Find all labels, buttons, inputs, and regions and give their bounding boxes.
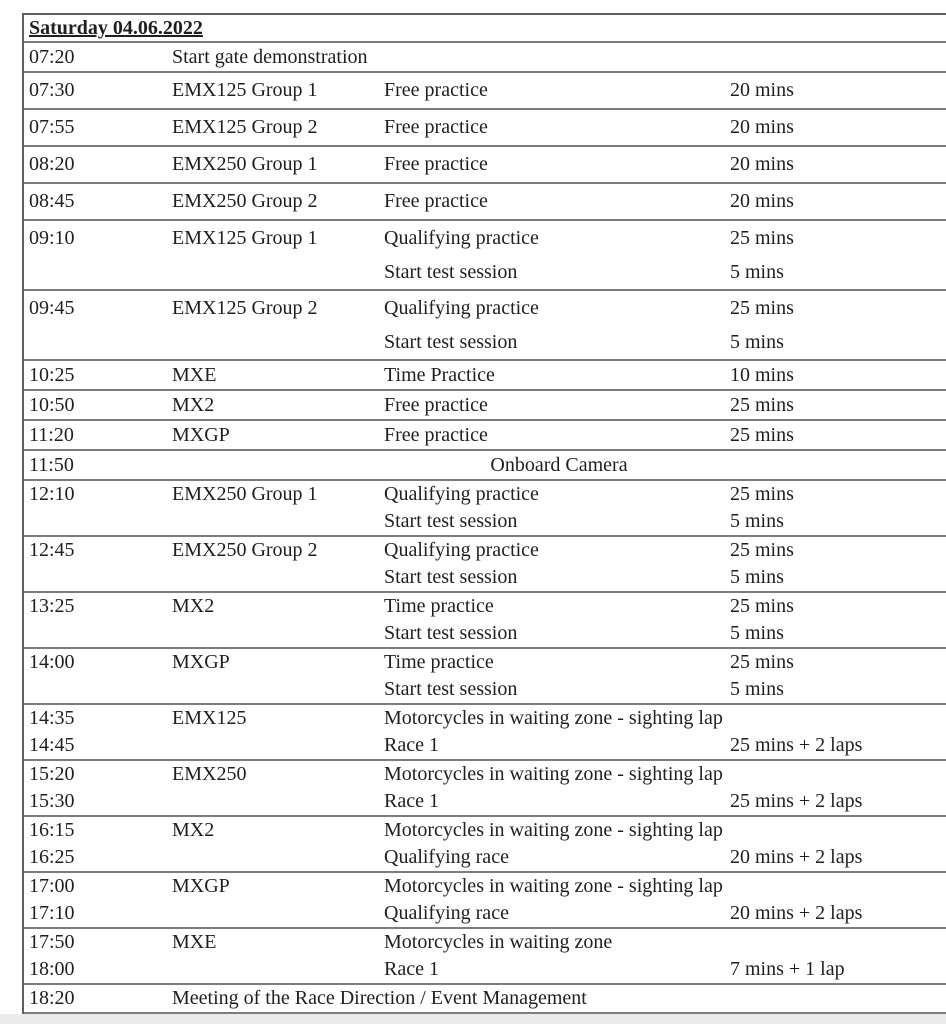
class-value: MX2: [172, 819, 215, 841]
session-lines: [384, 291, 946, 359]
session-line: [384, 537, 946, 564]
time-value: 15:20: [29, 763, 75, 785]
event-text: Meeting of the Race Direction / Event Management: [172, 987, 587, 1009]
schedule-row: [24, 929, 946, 985]
time-cell: [24, 481, 172, 535]
event-value: Start test session: [384, 510, 518, 532]
session-line: [384, 255, 946, 289]
event-value: Motorcycles in waiting zone - sighting lap: [384, 875, 723, 897]
time-value: 17:10: [29, 902, 75, 924]
session-line: [384, 391, 946, 419]
event-value: Free practice: [384, 79, 488, 101]
class-cell: [172, 361, 384, 389]
duration-value: 20 mins: [730, 79, 794, 101]
schedule-row: [24, 481, 946, 537]
event-value: Free practice: [384, 394, 488, 416]
time-cell: [24, 391, 172, 419]
duration-value: 10 mins: [730, 364, 794, 386]
class-value: EMX125 Group 1: [172, 79, 318, 101]
time-cell: [24, 73, 172, 108]
duration-value: 5 mins: [730, 510, 784, 532]
class-value: MX2: [172, 595, 215, 617]
event-value: Start test session: [384, 566, 518, 588]
schedule-row: [24, 817, 946, 873]
session-line: [384, 110, 946, 145]
session-line: [384, 593, 946, 620]
time-cell: [24, 537, 172, 591]
duration-value: 25 mins: [730, 651, 794, 673]
time-value: 13:25: [29, 595, 75, 617]
session-line: [384, 361, 946, 389]
class-cell: [172, 391, 384, 419]
duration-value: 20 mins: [730, 153, 794, 175]
class-cell: [172, 705, 384, 759]
time-value: 07:30: [29, 79, 75, 101]
event-value: Motorcycles in waiting zone - sighting lap: [384, 707, 723, 729]
time-value: 14:00: [29, 651, 75, 673]
session-line: [384, 873, 946, 900]
time-value: 12:45: [29, 539, 75, 561]
event-value: Free practice: [384, 153, 488, 175]
schedule-title-row: [24, 15, 946, 43]
session-line: [384, 481, 946, 508]
time-value: 09:10: [29, 227, 75, 249]
schedule-row: [24, 421, 946, 451]
session-line: [384, 900, 946, 927]
class-cell: [172, 873, 384, 927]
time-value: 12:10: [29, 483, 75, 505]
session-line: [384, 929, 946, 956]
duration-value: 25 mins + 2 laps: [730, 790, 863, 812]
class-value: EMX250 Group 2: [172, 539, 318, 561]
session-line: [384, 676, 946, 703]
event-value: Start test session: [384, 678, 518, 700]
session-lines: [384, 929, 946, 983]
session-lines: [384, 147, 946, 182]
event-value: Qualifying practice: [384, 539, 539, 561]
class-value: MX2: [172, 394, 215, 416]
duration-value: 20 mins + 2 laps: [730, 902, 863, 924]
session-lines: [384, 817, 946, 871]
duration-value: 25 mins: [730, 227, 794, 249]
time-value: 15:30: [29, 790, 75, 812]
class-value: EMX250 Group 2: [172, 190, 318, 212]
time-cell: [24, 110, 172, 145]
class-cell: [172, 761, 384, 815]
event-value: Time practice: [384, 651, 494, 673]
class-cell: [172, 291, 384, 359]
session-lines: [384, 873, 946, 927]
class-cell: [172, 184, 384, 219]
duration-value: 5 mins: [730, 331, 784, 353]
session-line: [384, 564, 946, 591]
time-cell: [24, 221, 172, 289]
time-cell: [24, 649, 172, 703]
class-cell: [172, 421, 384, 449]
duration-value: 25 mins: [730, 483, 794, 505]
time-cell: [24, 929, 172, 983]
time-value: 11:50: [29, 454, 74, 476]
event-value: Motorcycles in waiting zone - sighting lap: [384, 819, 723, 841]
schedule-row: [24, 705, 946, 761]
schedule-row: [24, 291, 946, 361]
time-value: 16:15: [29, 819, 75, 841]
event-value: Start test session: [384, 622, 518, 644]
session-lines: [384, 110, 946, 145]
time-value: 14:35: [29, 707, 75, 729]
time-cell: [24, 184, 172, 219]
time-cell: [24, 451, 172, 479]
class-value: EMX250 Group 1: [172, 483, 318, 505]
session-lines: [384, 649, 946, 703]
class-value: EMX125: [172, 707, 247, 729]
session-line: [384, 788, 946, 815]
time-cell: [24, 817, 172, 871]
duration-value: 5 mins: [730, 678, 784, 700]
time-value: 14:45: [29, 734, 75, 756]
time-cell: [24, 147, 172, 182]
duration-value: 7 mins + 1 lap: [730, 958, 845, 980]
duration-value: 25 mins: [730, 595, 794, 617]
event-value: Race 1: [384, 734, 439, 756]
schedule-row: [24, 361, 946, 391]
class-value: MXE: [172, 931, 217, 953]
time-cell: [24, 43, 172, 71]
time-value: 18:20: [29, 987, 75, 1009]
class-cell: [172, 221, 384, 289]
duration-value: 20 mins + 2 laps: [730, 846, 863, 868]
duration-value: 20 mins: [730, 116, 794, 138]
time-value: 09:45: [29, 297, 75, 319]
duration-value: 25 mins: [730, 297, 794, 319]
time-cell: [24, 593, 172, 647]
schedule-row: [24, 73, 946, 110]
schedule-rows: [24, 43, 946, 1014]
class-value: MXGP: [172, 424, 230, 446]
session-lines: [384, 391, 946, 419]
time-value: 10:50: [29, 394, 75, 416]
event-value: Free practice: [384, 116, 488, 138]
time-value: 10:25: [29, 364, 75, 386]
schedule-row: [24, 649, 946, 705]
schedule-row: [24, 985, 946, 1014]
session-lines: [384, 537, 946, 591]
session-lines: [384, 221, 946, 289]
session-lines: [384, 421, 946, 449]
event-value: Qualifying race: [384, 902, 509, 924]
duration-value: 5 mins: [730, 261, 784, 283]
session-line: [384, 761, 946, 788]
event-text: Start gate demonstration: [172, 46, 368, 68]
class-cell: [172, 593, 384, 647]
class-value: EMX125 Group 2: [172, 297, 318, 319]
session-lines: [384, 481, 946, 535]
class-value: EMX250: [172, 763, 247, 785]
event-value: Motorcycles in waiting zone: [384, 931, 613, 953]
class-value: MXE: [172, 364, 217, 386]
time-cell: [24, 361, 172, 389]
duration-value: 25 mins + 2 laps: [730, 734, 863, 756]
class-cell: [172, 73, 384, 108]
session-lines: [384, 705, 946, 759]
time-cell: [24, 761, 172, 815]
class-value: EMX125 Group 1: [172, 227, 318, 249]
schedule-row: [24, 221, 946, 291]
schedule-row: [24, 147, 946, 184]
session-lines: [384, 593, 946, 647]
session-lines: [384, 361, 946, 389]
schedule-row: [24, 43, 946, 73]
class-cell: [172, 481, 384, 535]
event-value: Qualifying practice: [384, 227, 539, 249]
duration-value: 25 mins: [730, 539, 794, 561]
duration-value: 25 mins: [730, 394, 794, 416]
time-value: 18:00: [29, 958, 75, 980]
event-value: Qualifying practice: [384, 483, 539, 505]
duration-value: 25 mins: [730, 424, 794, 446]
class-cell: [172, 537, 384, 591]
session-line: [384, 184, 946, 219]
page-footer-strip: [0, 1014, 946, 1024]
duration-value: [730, 761, 946, 788]
session-line: [384, 325, 946, 359]
session-line: [384, 844, 946, 871]
time-cell: [24, 291, 172, 359]
session-line: [384, 73, 946, 108]
session-line: [384, 508, 946, 535]
session-line: [384, 291, 946, 325]
time-value: 08:45: [29, 190, 75, 212]
duration-value: 20 mins: [730, 190, 794, 212]
session-lines: [384, 73, 946, 108]
class-value: EMX125 Group 2: [172, 116, 318, 138]
event-value: Race 1: [384, 958, 439, 980]
time-value: 07:55: [29, 116, 75, 138]
session-lines: [384, 184, 946, 219]
event-value: Time Practice: [384, 364, 495, 386]
event-text-centered: Onboard Camera: [490, 454, 628, 476]
duration-value: [730, 817, 946, 844]
duration-value: [730, 929, 946, 956]
event-value: Free practice: [384, 424, 488, 446]
class-cell: [172, 110, 384, 145]
session-line: [384, 649, 946, 676]
time-cell: [24, 873, 172, 927]
time-value: 08:20: [29, 153, 75, 175]
event-value: Qualifying race: [384, 846, 509, 868]
schedule-row: [24, 391, 946, 421]
session-line: [384, 221, 946, 255]
time-cell: [24, 705, 172, 759]
schedule-title: Saturday 04.06.2022: [29, 17, 203, 39]
duration-value: [730, 873, 946, 900]
time-cell: [24, 985, 172, 1012]
event-value: Start test session: [384, 261, 518, 283]
schedule-table: [22, 13, 946, 1014]
event-value: Motorcycles in waiting zone - sighting lap: [384, 763, 723, 785]
class-cell: [172, 817, 384, 871]
class-value: EMX250 Group 1: [172, 153, 318, 175]
session-line: [384, 817, 946, 844]
event-value: Free practice: [384, 190, 488, 212]
class-value: MXGP: [172, 875, 230, 897]
schedule-row: [24, 593, 946, 649]
class-cell: [172, 649, 384, 703]
duration-value: [730, 705, 946, 732]
schedule-row: [24, 761, 946, 817]
event-value: Race 1: [384, 790, 439, 812]
session-line: [384, 956, 946, 983]
class-value: MXGP: [172, 651, 230, 673]
event-value: Start test session: [384, 331, 518, 353]
session-line: [384, 705, 946, 732]
time-value: 07:20: [29, 46, 75, 68]
session-line: [384, 147, 946, 182]
class-cell: [172, 929, 384, 983]
schedule-row: [24, 110, 946, 147]
time-value: 11:20: [29, 424, 74, 446]
time-value: 17:00: [29, 875, 75, 897]
duration-value: 5 mins: [730, 566, 784, 588]
schedule-row: [24, 184, 946, 221]
event-value: Qualifying practice: [384, 297, 539, 319]
session-line: [384, 732, 946, 759]
time-cell: [24, 421, 172, 449]
schedule-row: [24, 537, 946, 593]
event-value: Time practice: [384, 595, 494, 617]
duration-value: 5 mins: [730, 622, 784, 644]
session-lines: [384, 761, 946, 815]
schedule-row: [24, 451, 946, 481]
time-value: 17:50: [29, 931, 75, 953]
time-value: 16:25: [29, 846, 75, 868]
session-line: [384, 620, 946, 647]
class-cell: [172, 147, 384, 182]
session-line: [384, 421, 946, 449]
schedule-row: [24, 873, 946, 929]
